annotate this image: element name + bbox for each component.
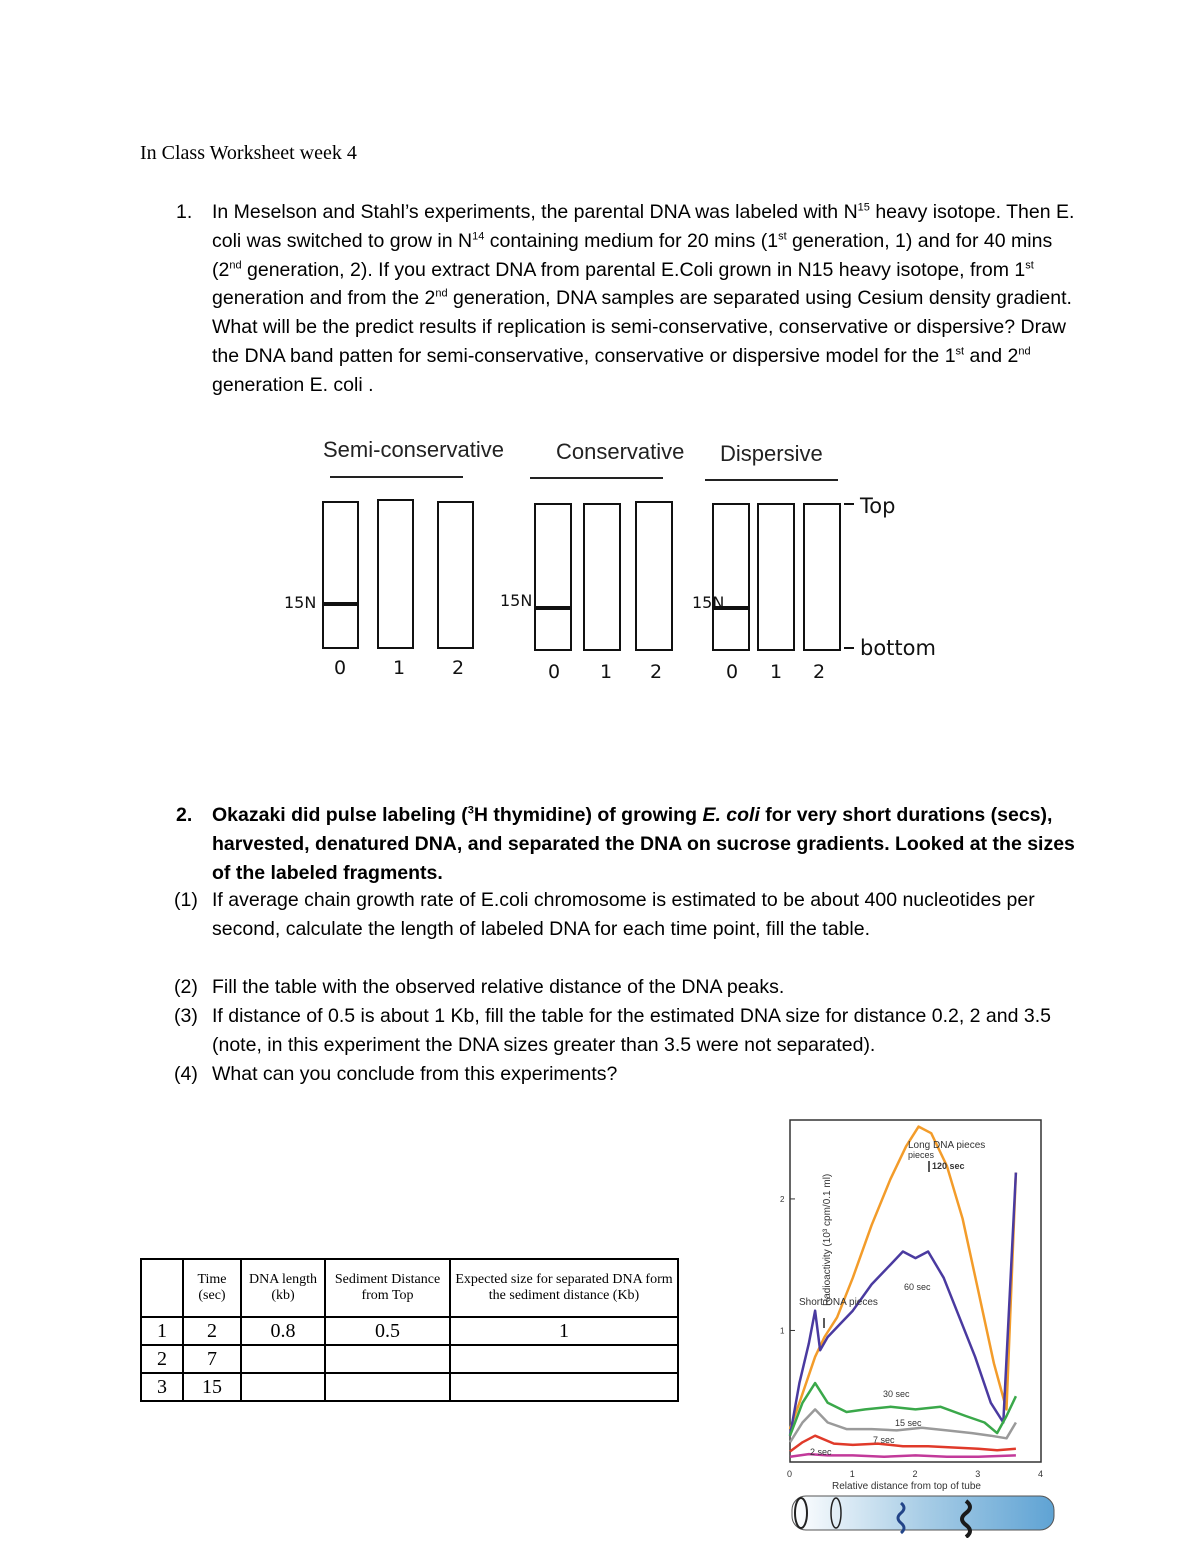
annotation-long-dna-pieces: pieces [908,1150,935,1160]
tube-cons-2 [636,502,672,650]
sub-question-4: (4) What can you conclude from this experiments? [174,1063,618,1085]
chart-y-tick-label: 2 [780,1194,785,1204]
chart-y-label: Radioactivity (10³ cpm/0.1 ml) [822,1173,833,1306]
annotation-60-sec: 60 sec [904,1282,931,1292]
table-cell [450,1373,678,1401]
tube-number-cons-1: 1 [600,661,613,683]
sucrose-tube-illustration [792,1496,1054,1537]
tube-semi-2 [438,502,473,648]
chart-x-tick-label: 2 [912,1469,918,1479]
chart-x-tick-label: 0 [787,1469,793,1479]
table-header: Time (sec) [183,1259,241,1317]
table-cell: 15 [183,1373,241,1401]
tube-cons-1 [584,504,620,650]
tube-number-disp-2: 2 [813,661,826,683]
top-label: Top [860,494,896,518]
annotation-15-sec: 15 sec [895,1418,922,1428]
annotation-30-sec: 30 sec [883,1389,910,1399]
tube-number-disp-1: 1 [770,661,783,683]
okazaki-sedimentation-chart [756,1118,1062,1538]
tube-number-semi-0: 0 [334,657,347,679]
tube-number-semi-2: 2 [452,657,465,679]
annotation-short-dna: Short DNA pieces [799,1297,878,1308]
table-cell [325,1345,450,1373]
table-cell [241,1345,325,1373]
question-1 [176,198,1076,400]
sub-question-3: (3) If distance of 0.5 is about 1 Kb, fill the table for the estimated DNA size for distance 0.2, 2 and 3.5 (note, in this experiment the DNA sizes greater than 3.5 were not separated). [174,1005,1051,1056]
tube-semi-0 [323,502,358,648]
annotation-7-sec: 7 sec [873,1435,895,1445]
table-cell: 0.5 [325,1317,450,1345]
sub-question-1: (1) If average chain growth rate of E.coli chromosome is estimated to be about 400 nucleotides per second, calculate the length of labeled DNA for each time point, fill the table. [174,889,1035,940]
annotation-2-sec: 2 sec [810,1447,832,1457]
tube-disp-0 [713,504,749,650]
sub-question-2: (2) Fill the table with the observed relative distance of the DNA peaks. [174,976,785,998]
chart-y-tick-label: 1 [780,1326,785,1336]
question-2 [176,801,1076,887]
isotope-label-cons: 15N [500,591,533,610]
chart-x-tick-label: 4 [1038,1469,1044,1479]
isotope-label-semi: 15N [284,593,317,612]
question-2-text: Okazaki did pulse labeling ($^3$H thymidine) of growing E. coli for very short durations (secs), harvested, denatured DNA, and separated the DNA on sucrose gradients. Looked at the sizes of the labeled fragments. [212,804,1075,884]
question-1-number: 1. [176,201,193,223]
table-cell: 2 [183,1317,241,1345]
table-row [141,1317,678,1345]
table-row [141,1345,678,1373]
bottom-label: bottom [860,636,936,660]
tube-number-semi-1: 1 [393,657,406,679]
document-title: In Class Worksheet week 4 [140,142,357,164]
annotation-120-sec: 120 sec [932,1161,965,1171]
table-cell: 1 [141,1317,183,1345]
isotope-label-disp: 15N [692,593,725,612]
tube-disp-2 [804,504,840,650]
table-header: Expected size for separated DNA form the sediment distance (Kb) [450,1259,678,1317]
table-cell [450,1345,678,1373]
tube-number-cons-2: 2 [650,661,663,683]
model-label-conservative: Conservative [556,439,685,464]
tube-cons-0 [535,504,571,650]
tube-disp-1 [758,504,794,650]
tube-number-disp-0: 0 [726,661,739,683]
model-label-dispersive: Dispersive [720,441,823,466]
table-cell: 7 [183,1345,241,1373]
chart-x-label: Relative distance from top of tube [832,1481,981,1492]
tube-semi-1 [378,500,413,648]
chart-x-tick-label: 1 [849,1469,855,1479]
table-cell: 2 [141,1345,183,1373]
annotation-long-dna: Long DNA pieces [908,1140,986,1151]
question-1-text: In Meselson and Stahl’s experiments, the parental DNA was labeled with $N^{15}$ heavy isotope. Then E. coli was switched to grow in $N^{14}$ containing medium for 20 mins (1st generation, 1) and for 40 mins (2nd generation, 2). If you extract DNA from parental E.Coli grown in N15 heavy isotope, from 1st generation and from the 2nd generation, DNA samples are separated using Cesium density gradient. What will be the predict results if replication is semi-conservative, conservative or dispersive? Draw the DNA band patten for semi-conservative, conservative or dispersive model for the 1st and 2nd generation E. coli . [212,201,1075,396]
tube-number-cons-0: 0 [548,661,561,683]
model-label-semi-conservative: Semi-conservative [323,437,504,462]
table-header-row [141,1259,678,1317]
table-cell [241,1373,325,1401]
table-header [141,1259,183,1317]
density-gradient-figure [260,430,940,690]
chart-x-tick-label: 3 [975,1469,981,1479]
table-cell [325,1373,450,1401]
table-cell: 0.8 [241,1317,325,1345]
table-header: DNA length (kb) [241,1259,325,1317]
table-cell: 1 [450,1317,678,1345]
question-2-number: 2. [176,804,193,826]
table-header: Sediment Distance from Top [325,1259,450,1317]
table-row [141,1373,678,1401]
table-cell: 3 [141,1373,183,1401]
okazaki-data-table [140,1258,679,1402]
